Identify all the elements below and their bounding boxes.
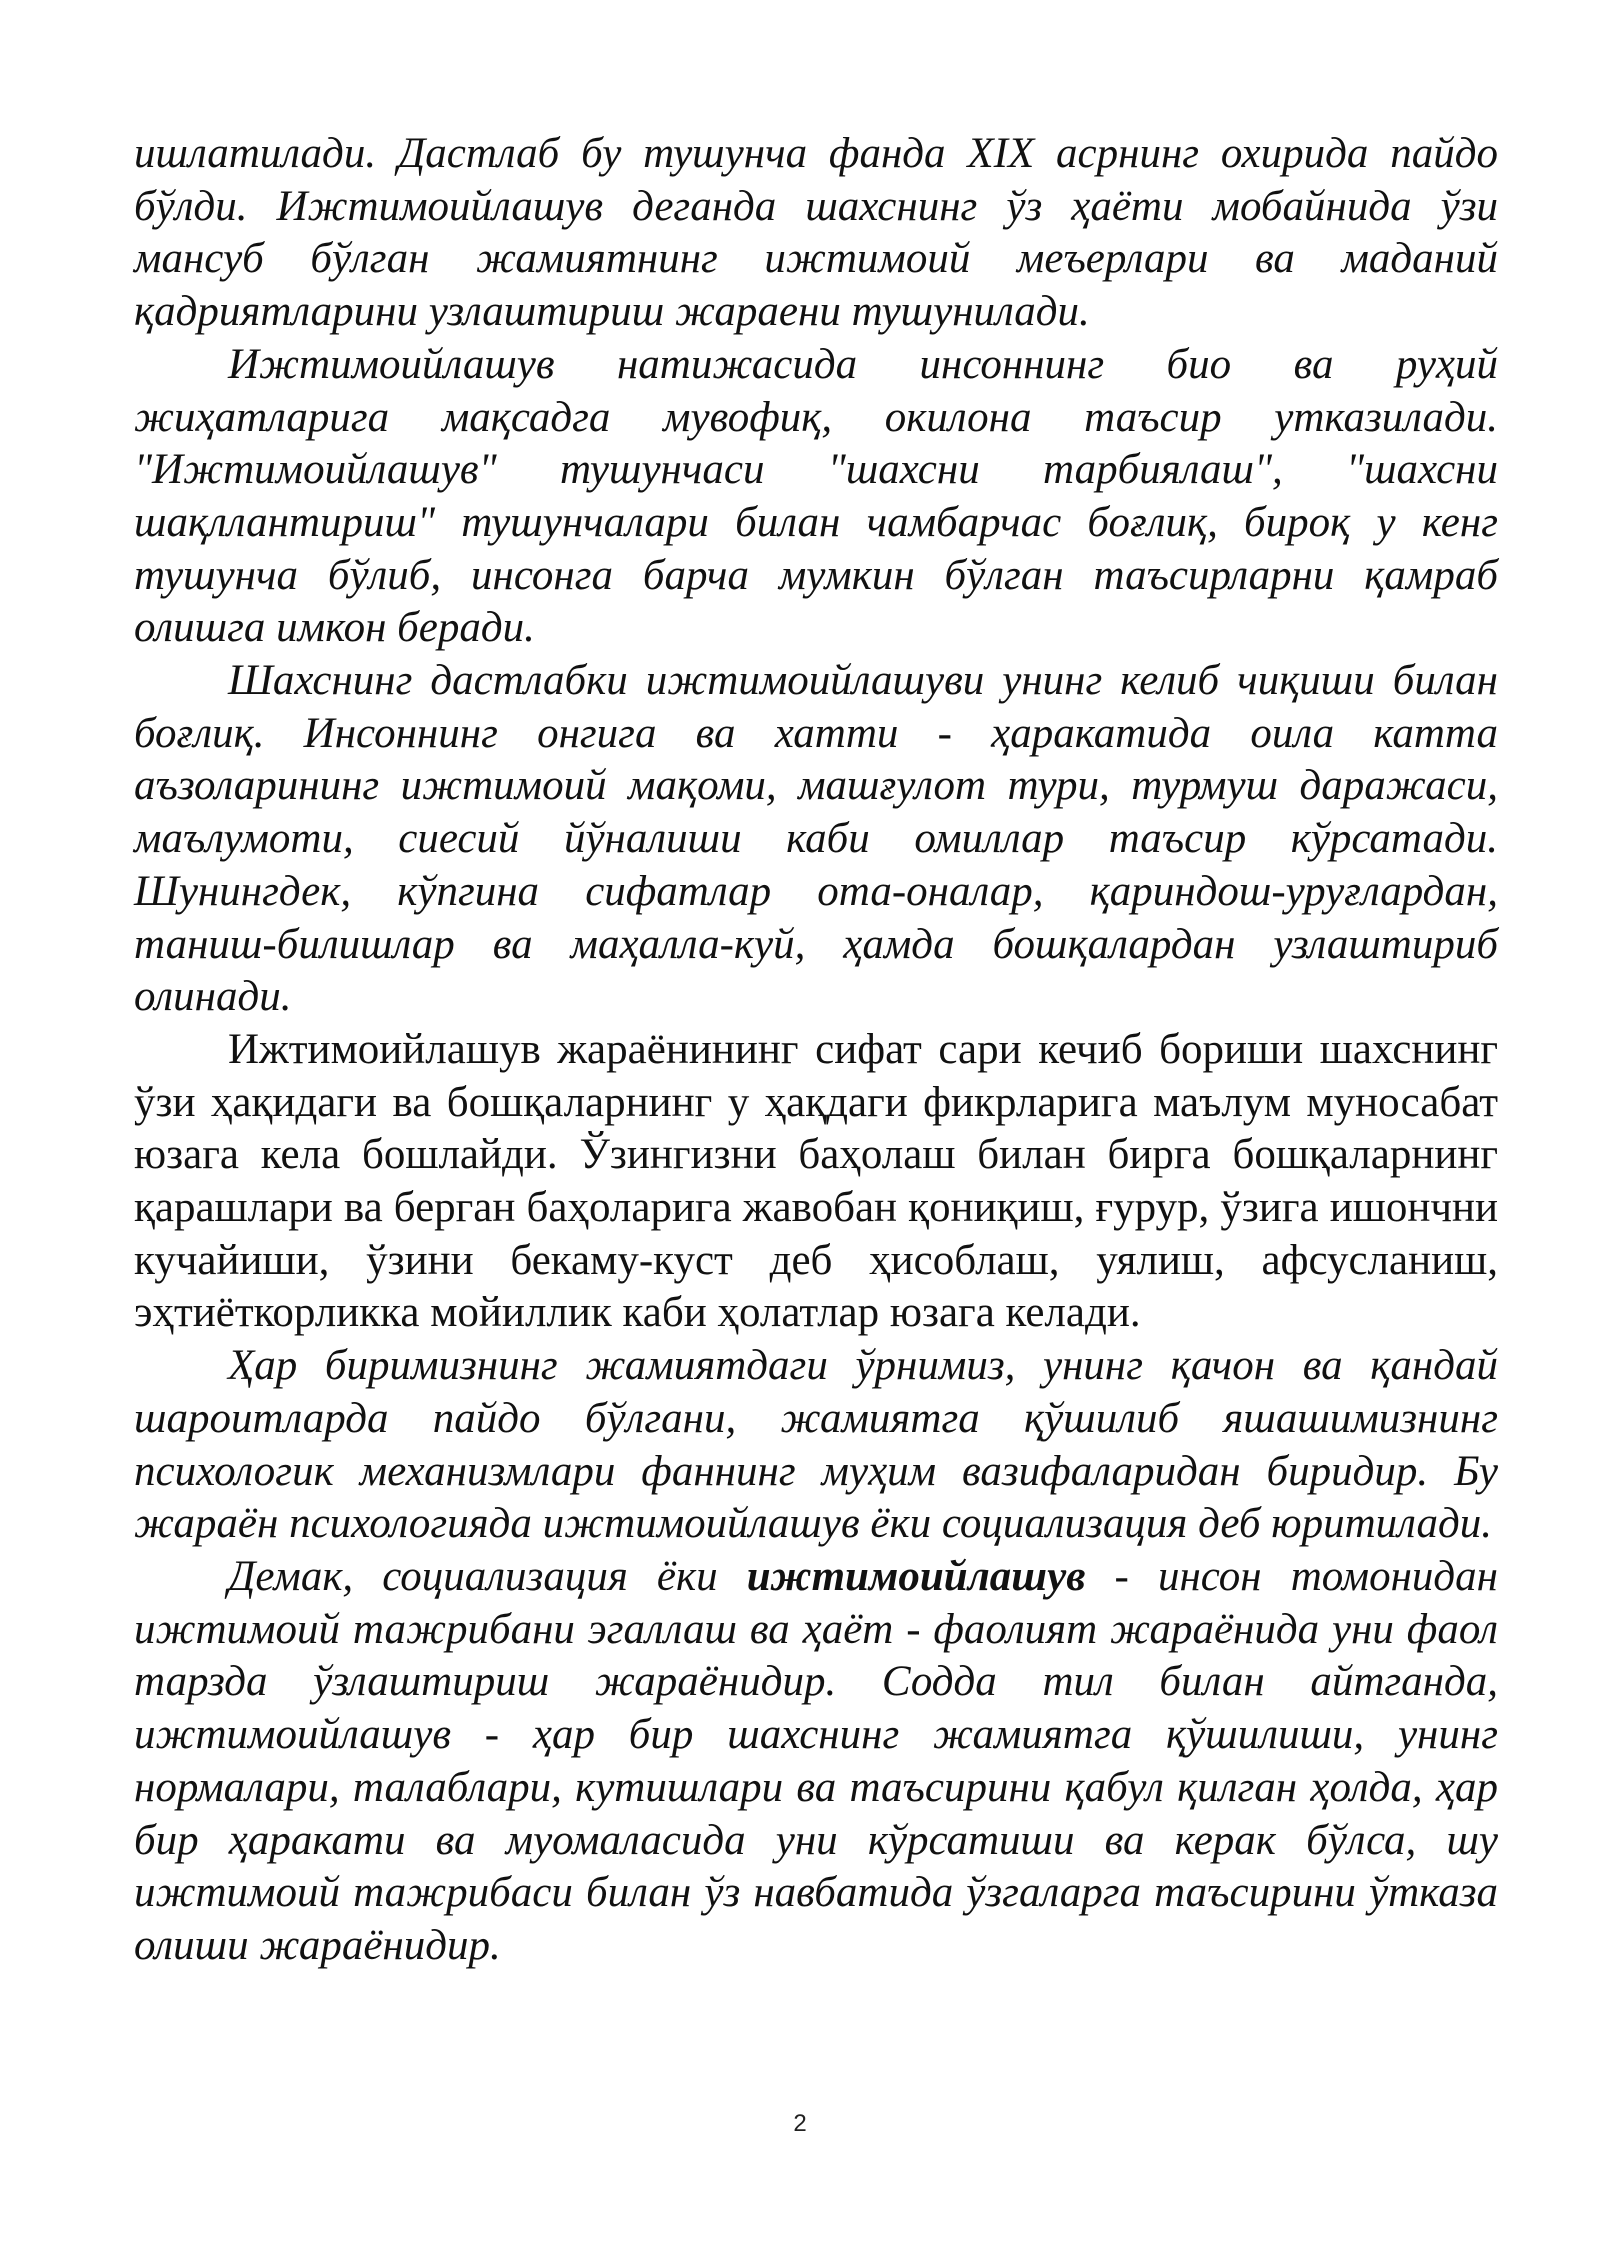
paragraph-text: Ижтимоийлашув жараёнининг сифат сари кечиб бориши шахснинг ўзи ҳақидаги ва бошқаларнинг у ҳақдаги фикрларига маълум муносабат юзага кела бошлайди. Ўзингизни баҳолаш билан бирга бошқаларнинг қарашлари ва берган баҳоларига жавобан қониқиш, ғурур, ўзига ишончни кучайиши, ўзини бекаму-куст деб ҳисоблаш, уялиш, афсусланиш, эҳтиёткорликка мойиллик каби ҳолатлар юзага келади.	[134, 1025, 1498, 1337]
paragraph	[134, 1024, 1498, 1340]
paragraph	[134, 1340, 1498, 1551]
paragraph-text: Шахснинг дастлабки ижтимоийлашуви унинг келиб чиқиши билан боғлиқ. Инсоннинг онгига ва хатти - ҳаракатида оила катта аъзоларининг ижтимоий мақоми, машғулот тури, турмуш даражаси, маълумоти, сиесий йўналиши каби омиллар таъсир кўрсатади. Шунингдек, кўпгина сифатлар ота-оналар, қариндош-уруғлардан, таниш-билишлар ва маҳалла-куй, ҳамда бошқалардан узлаштириб олинади.	[134, 657, 1498, 1021]
paragraph-text: Ижтимоийлашув натижасида инсоннинг био ва руҳий жиҳатларига мақсадга мувофиқ, окилона таъсир утказилади. "Ижтимоийлашув" тушунчаси "шахсни тарбиялаш", "шахсни шақллантириш" тушунчалари билан чамбарчас боғлиқ, бироқ у кенг тушунча бўлиб, инсонга барча мумкин бўлган таъсирларни қамраб олишга имкон беради.	[134, 340, 1498, 652]
page-number: 2	[793, 2110, 807, 2137]
paragraph-text: ишлатилади. Дастлаб бу тушунча фанда XIX асрнинг охирида пайдо бўлди. Ижтимоийлашув деганда шахснинг ўз ҳаёти мобайнида ўзи мансуб бўлган жамиятнинг ижтимоий меъерлари ва маданий қадриятларини узлаштириш жараени тушунилади.	[134, 130, 1498, 336]
paragraph-text: - инсон томонидан ижтимоий тажрибани эгаллаш ва ҳаёт - фаолият жараёнида уни фаол тарзда ўзлаштириш жараёнидир. Содда тил билан айтганда, ижтимоийлашув - ҳар бир шахснинг жамиятга қўшилиши, унинг нормалари, талаблари, кутишлари ва таъсирини қабул қилган ҳолда, ҳар бир ҳаракати ва муомаласида уни кўрсатиши ва керак бўлса, шу ижтимоий тажрибаси билан ўз навбатида ўзгаларга таъсирини ўтказа олиши жараёнидир.	[134, 1552, 1498, 1969]
paragraph-text: Демак, социализация ёки	[228, 1552, 747, 1600]
paragraph	[134, 1551, 1498, 1973]
paragraph	[134, 339, 1498, 655]
paragraph-text: Ҳар биримизнинг жамиятдаги ўрнимиз, унинг қачон ва қандай шароитларда пайдо бўлгани, жамиятга қўшилиб яшашимизнинг психологик механизмлари фаннинг муҳим вазифаларидан биридир. Бу жараён психологияда ижтимоийлашув ёки социализация деб юритилади.	[134, 1342, 1498, 1548]
paragraph	[134, 655, 1498, 1024]
bold-term: ижтимоийлашув	[746, 1552, 1086, 1600]
document-body	[134, 128, 1498, 1973]
paragraph	[134, 128, 1498, 339]
